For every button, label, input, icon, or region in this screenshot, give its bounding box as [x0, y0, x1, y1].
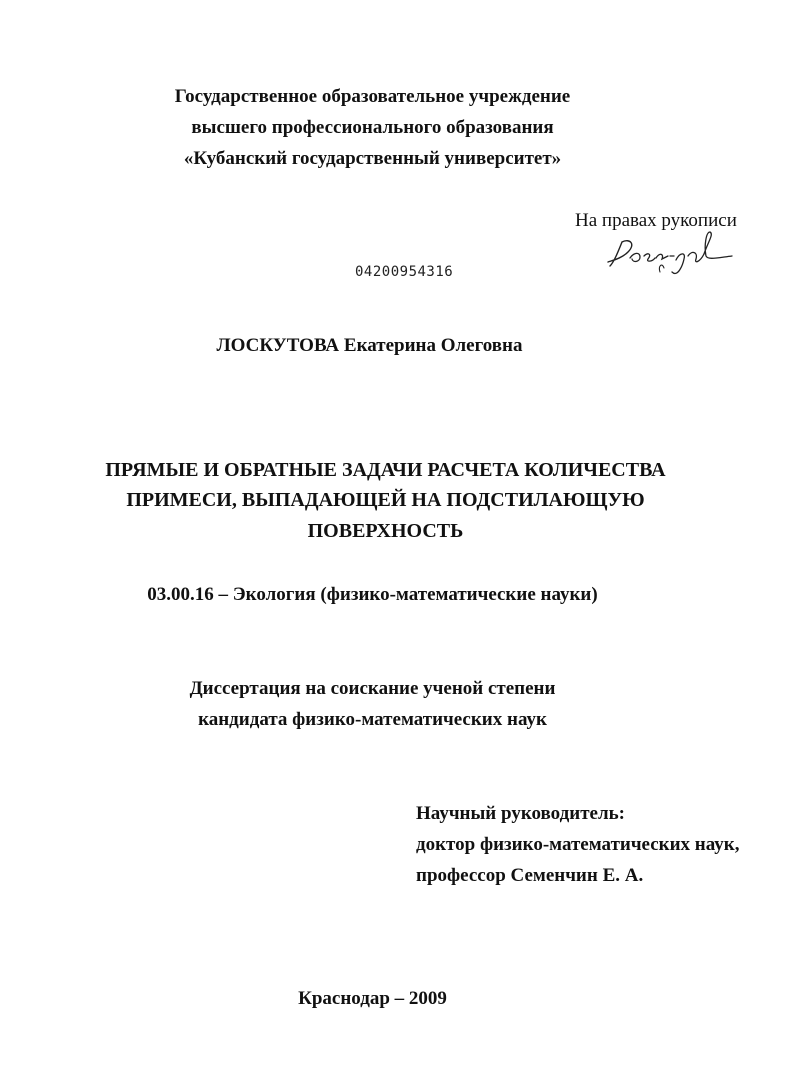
place-year: Краснодар – 2009 [298, 988, 447, 1009]
supervisor-rank: доктор физико-математических наук, [416, 834, 740, 855]
author-name: ЛОСКУТОВА Екатерина Олеговна [216, 335, 523, 356]
supervisor-label: Научный руководитель: [416, 803, 625, 824]
institution-line-2: высшего профессионального образования [191, 117, 554, 138]
rights-note: На правах рукописи [575, 210, 737, 231]
registration-number: 04200954316 [355, 264, 454, 280]
institution-line-1: Государственное образовательное учреждение [174, 86, 571, 107]
degree-line-2: кандидата физико-математических наук [198, 709, 547, 730]
thesis-title-line-3: ПОВЕРХНОСТЬ [307, 520, 464, 542]
thesis-title-line-2: ПРИМЕСИ, ВЫПАДАЮЩЕЙ НА ПОДСТИЛАЮЩУЮ [126, 489, 645, 511]
degree-line-1: Диссертация на соискание ученой степени [189, 678, 556, 699]
supervisor-name: профессор Семенчин Е. А. [416, 865, 644, 886]
handwritten-signature [600, 222, 740, 280]
thesis-title-line-1: ПРЯМЫЕ И ОБРАТНЫЕ ЗАДАЧИ РАСЧЕТА КОЛИЧЕСТВА [105, 459, 666, 481]
institution-line-3: «Кубанский государственный университет» [183, 148, 562, 169]
specialty-code: 03.00.16 – Экология (физико-математические науки) [147, 584, 598, 605]
